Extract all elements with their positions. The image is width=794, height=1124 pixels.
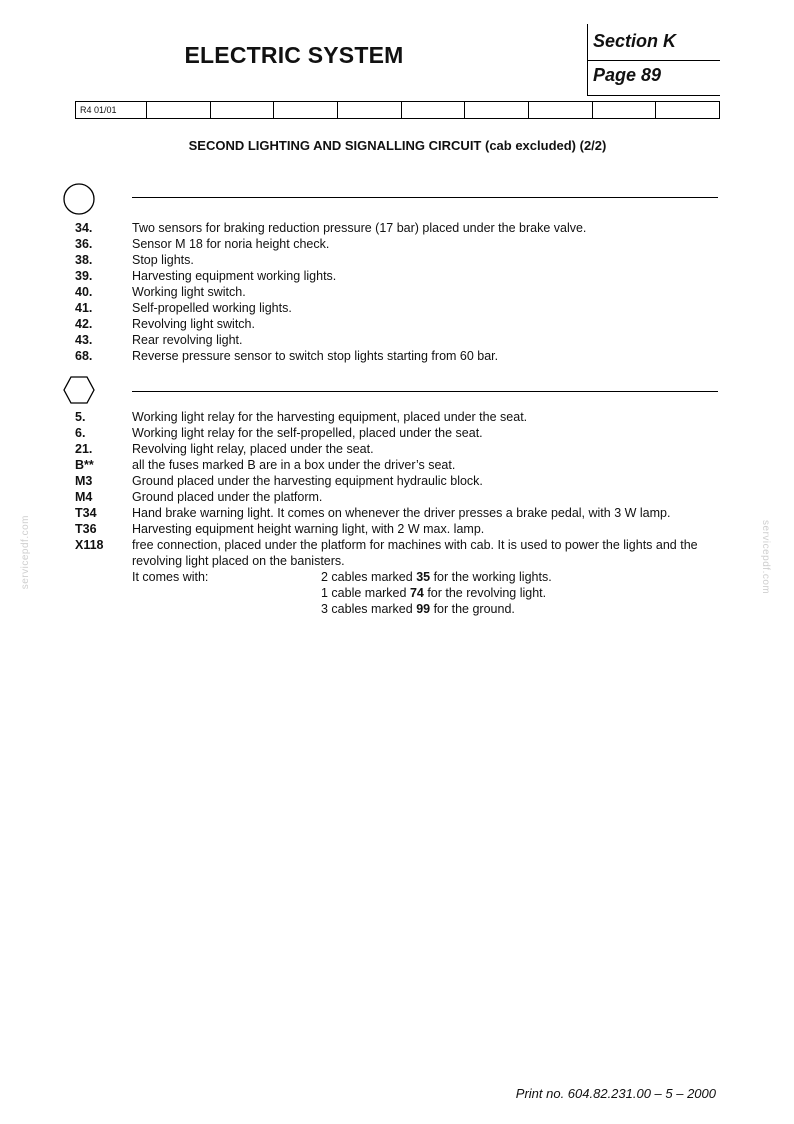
cable-number: 74 xyxy=(409,586,424,600)
revision-cell xyxy=(464,102,528,118)
cable-count: 3 cables marked xyxy=(321,602,417,616)
revision-cell xyxy=(146,102,210,118)
item-code: 68. xyxy=(75,349,93,363)
item-code: 40. xyxy=(75,285,93,299)
cable-line xyxy=(321,569,552,585)
item-text: Working light relay for the harvesting equipment, placed under the seat. xyxy=(132,410,528,424)
item-code: T36 xyxy=(75,522,97,536)
item-code: 6. xyxy=(75,426,86,440)
cable-line xyxy=(321,601,515,617)
item-code: 34. xyxy=(75,221,93,235)
list-item xyxy=(75,220,586,236)
hexagon-icon xyxy=(62,375,96,405)
revision-cell xyxy=(337,102,401,118)
section-label: Section K xyxy=(593,31,677,51)
list-item xyxy=(75,268,336,284)
list-item xyxy=(75,441,374,457)
revision-code: R4 01/01 xyxy=(80,105,117,115)
revision-cell xyxy=(655,102,719,118)
item-code: X118 xyxy=(75,538,104,552)
item-text: Revolving light relay, placed under the seat. xyxy=(132,442,374,456)
list-item xyxy=(75,348,498,364)
item-code: M4 xyxy=(75,490,93,504)
list-item xyxy=(75,489,322,505)
list-item xyxy=(75,284,246,300)
print-number: Print no. 604.82.231.00 – 5 – 2000 xyxy=(515,1086,716,1101)
list-item xyxy=(75,236,329,252)
document-title: ELECTRIC SYSTEM xyxy=(184,42,404,68)
section-subtitle: SECOND LIGHTING AND SIGNALLING CIRCUIT (cab excluded) (2/2) xyxy=(188,138,607,153)
list-item xyxy=(75,316,255,332)
item-code: 39. xyxy=(75,269,93,283)
header-divider-middle xyxy=(587,60,720,61)
item-text: Ground placed under the platform. xyxy=(132,490,323,504)
list-item xyxy=(75,425,483,441)
item-text: Hand brake warning light. It comes on whenever the driver presses a brake pedal, with 3 W lamp. xyxy=(132,506,671,520)
item-code: T34 xyxy=(75,506,97,520)
list-item xyxy=(75,473,483,489)
list-item xyxy=(75,332,242,348)
circle-icon xyxy=(62,182,96,216)
item-text: Sensor M 18 for noria height check. xyxy=(132,237,330,251)
list-item xyxy=(75,537,132,553)
revision-cell xyxy=(528,102,592,118)
item-text: Self-propelled working lights. xyxy=(132,301,292,315)
list-item xyxy=(75,300,292,316)
list-item xyxy=(75,457,455,473)
item-text: Two sensors for braking reduction pressure (17 bar) placed under the brake valve. xyxy=(132,221,587,235)
item-code: 5. xyxy=(75,410,86,424)
cable-purpose: for the revolving light. xyxy=(423,586,547,600)
revision-cell xyxy=(401,102,465,118)
item-text: Revolving light switch. xyxy=(132,317,255,331)
watermark-right: servicepdf.com xyxy=(760,520,771,595)
item-code: 21. xyxy=(75,442,93,456)
revision-cell xyxy=(592,102,656,118)
cable-line xyxy=(321,585,546,601)
item-text: Working light relay for the self-propelled, placed under the seat. xyxy=(132,426,483,440)
hexagon-group-rule xyxy=(132,391,718,392)
item-code: M3 xyxy=(75,474,93,488)
item-code: 42. xyxy=(75,317,93,331)
item-text: Harvesting equipment working lights. xyxy=(132,269,337,283)
header-divider-bottom xyxy=(587,95,720,96)
watermark-left: servicepdf.com xyxy=(20,515,31,590)
circle-group-rule xyxy=(132,197,718,198)
cable-number: 35 xyxy=(416,570,431,584)
item-text: all the fuses marked B are in a box under the driver’s seat. xyxy=(132,458,456,472)
item-code: 36. xyxy=(75,237,93,251)
cable-count: 1 cable marked xyxy=(321,586,410,600)
item-text: Reverse pressure sensor to switch stop lights starting from 60 bar. xyxy=(132,349,499,363)
comes-with-label: It comes with: xyxy=(132,570,209,584)
revision-cell xyxy=(210,102,274,118)
list-item xyxy=(75,505,670,521)
item-code: 43. xyxy=(75,333,93,347)
item-code: B** xyxy=(75,458,94,472)
cable-purpose: for the ground. xyxy=(430,602,515,616)
cable-count: 2 cables marked xyxy=(321,570,417,584)
page-number: Page 89 xyxy=(593,65,662,85)
item-text: Stop lights. xyxy=(132,253,194,267)
list-item xyxy=(75,252,194,268)
item-text: Harvesting equipment height warning light, with 2 W max. lamp. xyxy=(132,522,485,536)
item-text: Rear revolving light. xyxy=(132,333,243,347)
revision-strip xyxy=(75,101,720,119)
list-item xyxy=(75,521,484,537)
item-code: 38. xyxy=(75,253,93,267)
cable-number: 99 xyxy=(416,602,431,616)
item-text: free connection, placed under the platform for machines with cab. It is used to power the lights and the revolving light placed on the banisters. xyxy=(132,538,698,568)
revision-cell xyxy=(273,102,337,118)
item-text: Ground placed under the harvesting equipment hydraulic block. xyxy=(132,474,483,488)
item-code: 41. xyxy=(75,301,93,315)
cable-purpose: for the working lights. xyxy=(430,570,552,584)
list-item xyxy=(75,409,527,425)
item-text: Working light switch. xyxy=(132,285,246,299)
